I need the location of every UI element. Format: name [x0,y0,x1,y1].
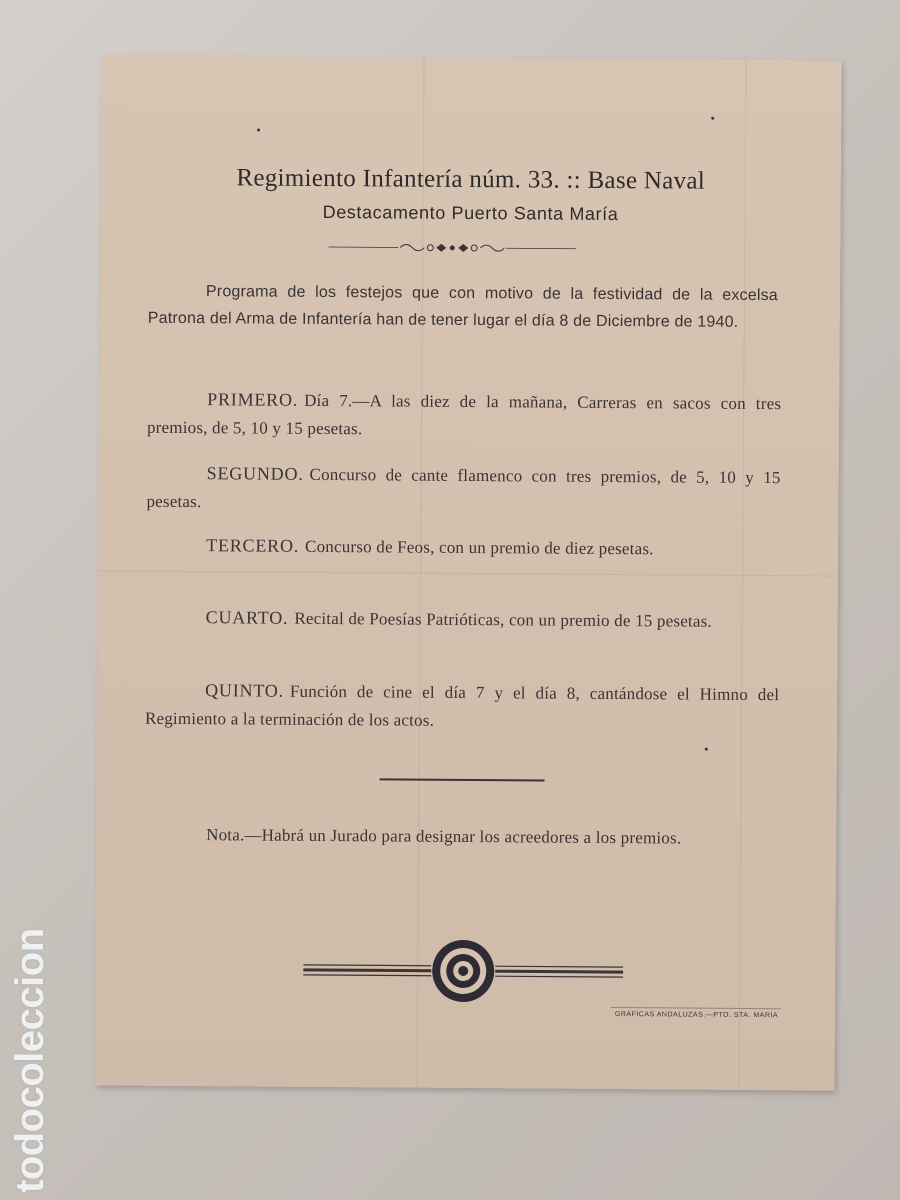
printer-rule [611,1007,781,1009]
item-key: CUARTO. [205,607,289,628]
document-heading: Regimiento Infantería núm. 33. :: Base Naval [236,164,706,195]
item-text: Función de cine el día 7 y el día 8, cantándose el Himno del Regimiento a la terminación de los actos. [144,681,780,730]
item-key: SEGUNDO. [206,463,304,484]
program-item [146,531,780,564]
item-text: Concurso de cante flamenco con tres premios, de 5, 10 y 15 pesetas. [146,464,781,512]
document-subheading: Destacamento Puerto Santa María [322,201,619,225]
ink-speck [257,129,260,132]
program-item [147,385,781,446]
item-text: Recital de Poesías Patrióticas, con un premio de 15 pesetas. [294,608,712,631]
concentric-circle-emblem-icon [303,937,623,1005]
program-item [146,459,780,520]
ink-speck [705,748,708,751]
watermark [4,895,52,1195]
intro-paragraph: Programa de los festejos que con motivo de la festividad de la excelsa Patrona del Arma de Infantería han de tener lugar el día 8 de Diciembre de 1940. [147,283,779,331]
note-paragraph: Nota.—Habrá un Jurado para designar los acreedores a los premios. [206,825,682,848]
ink-speck [711,117,714,120]
item-key: TERCERO. [206,535,300,556]
document-sheet [94,55,841,1090]
program-item [145,676,779,737]
printer-imprint: GRÁFICAS ANDALUZAS.—PTO. STA. MARÍA [614,1011,779,1020]
fold-line [98,570,838,576]
item-key: PRIMERO. [207,389,299,410]
item-text: Concurso de Feos, con un premio de diez pesetas. [305,536,654,559]
item-key: QUINTO. [205,680,285,701]
watermark-text: todocoleccion [8,928,52,1193]
item-text: Día 7.—A las diez de la mañana, Carreras en sacos con tres premios, de 5, 10 y 15 pesetas. [146,390,782,439]
ornament-divider-icon [328,239,576,257]
program-item [146,603,780,636]
section-divider [380,778,545,781]
